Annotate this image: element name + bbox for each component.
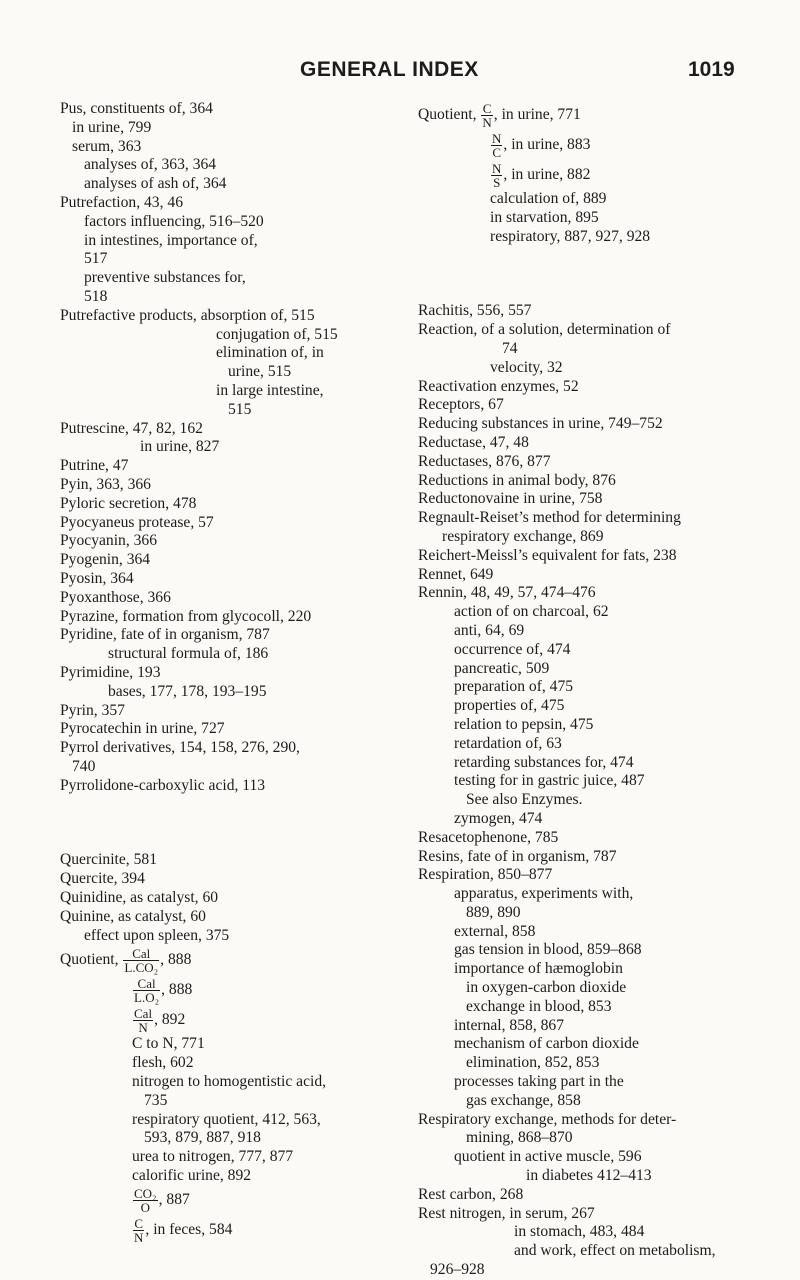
index-subentry: in starvation, 895: [490, 208, 599, 226]
index-subentry: pancreatic, 509: [454, 659, 550, 677]
index-subentry: in intestines, importance of,: [84, 231, 258, 249]
index-entry: Regnault-Reiset’s method for determining: [418, 509, 681, 527]
index-subentry: internal, 858, 867: [454, 1016, 565, 1034]
index-subentry: exchange in blood, 853: [466, 997, 612, 1015]
fraction: [491, 162, 502, 189]
entry-pages: , in feces, 584: [145, 1221, 233, 1239]
fraction-denominator: N: [138, 1019, 148, 1035]
index-entry: Reductions in animal body, 876: [418, 471, 616, 489]
fraction-denominator: S: [493, 174, 501, 190]
index-entry: Pyoxanthose, 366: [60, 588, 171, 606]
index-entry: Pyocyaneus protease, 57: [60, 513, 214, 531]
index-subentry-fraction: [60, 1216, 395, 1246]
index-subentry: apparatus, experiments with,: [454, 885, 634, 903]
index-entry: Reaction, of a solution, determination of: [418, 321, 671, 339]
index-subentry: preparation of, 475: [454, 678, 574, 696]
index-subentry: zymogen, 474: [454, 809, 543, 827]
page-number: 1019: [688, 58, 735, 81]
index-subentry: 517: [84, 250, 108, 268]
fraction-denominator: L.O₂: [134, 989, 160, 1005]
index-subentry: nitrogen to homogentistic acid,: [132, 1073, 327, 1091]
fraction-denominator: N: [482, 114, 492, 130]
index-subentry: urine, 515: [228, 363, 292, 381]
entry-pages: , in urine, 883: [503, 135, 591, 153]
index-subentry: serum, 363: [72, 137, 142, 155]
index-subentry: factors influencing, 516–520: [84, 212, 264, 230]
entry-pages: , 888: [161, 981, 193, 999]
index-entry: Resacetophenone, 785: [418, 828, 559, 846]
index-subentry: flesh, 602: [132, 1054, 194, 1072]
fraction-denominator: N: [134, 1230, 144, 1246]
entry-label: Quotient,: [418, 105, 481, 123]
index-entry: Reductases, 876, 877: [418, 452, 551, 470]
entry-label: Quotient,: [60, 951, 123, 969]
index-subentry: external, 858: [454, 922, 536, 940]
index-entry: Rachitis, 556, 557: [418, 302, 532, 320]
fraction-denominator: L.CO₂: [124, 959, 159, 975]
fraction-numerator: N: [492, 160, 502, 176]
index-subentry: analyses of, 363, 364: [84, 156, 217, 174]
index-subentry: anti, 64, 69: [454, 621, 525, 639]
index-subentry: preventive substances for,: [84, 269, 246, 287]
index-subentry: 926–928: [430, 1261, 485, 1279]
index-entry: Reductase, 47, 48: [418, 433, 529, 451]
fraction: [133, 977, 160, 1004]
index-subentry: 515: [228, 400, 252, 418]
fraction: [481, 102, 492, 129]
index-entry: Pyridine, fate of in organism, 787: [60, 626, 270, 644]
index-entry: Putrescine, 47, 82, 162: [60, 419, 203, 437]
fraction-numerator: Cal: [134, 1005, 153, 1021]
fraction-numerator: CO₂: [134, 1186, 157, 1202]
index-subentry: C to N, 771: [132, 1035, 205, 1053]
index-subentry: calculation of, 889: [490, 190, 607, 207]
index-entry: Reichert-Meissl’s equivalent for fats, 238: [418, 546, 677, 564]
index-entry: Pyloric secretion, 478: [60, 494, 197, 512]
index-entry: Pyrrolidone-carboxylic acid, 113: [60, 776, 266, 794]
index-subentry-fraction: [60, 975, 395, 1005]
entry-pages: , in urine, 771: [493, 105, 581, 123]
index-subentry: 740: [72, 757, 96, 775]
index-subentry: in large intestine,: [216, 381, 324, 399]
entry-pages: , 892: [154, 1011, 186, 1029]
page-title: GENERAL INDEX: [300, 58, 479, 81]
fraction-denominator: O: [140, 1200, 150, 1216]
index-subentry: 74: [502, 339, 518, 357]
index-subentry: respiratory, 887, 927, 928: [490, 227, 651, 245]
index-entry-quotient: [418, 100, 763, 130]
index-subentry: elimination, 852, 853: [466, 1054, 600, 1072]
index-subentry: retardation of, 63: [454, 734, 562, 752]
index-entry: Reductonovaine in urine, 758: [418, 490, 603, 508]
index-subentry-fraction: [60, 1005, 395, 1035]
index-subentry: effect upon spleen, 375: [84, 926, 230, 944]
index-subentry: mechanism of carbon dioxide: [454, 1035, 639, 1053]
index-cross-reference: See also Enzymes.: [466, 791, 583, 809]
index-entry: Reactivation enzymes, 52: [418, 377, 579, 395]
left-column: [60, 100, 395, 1246]
fraction-numerator: C: [134, 1216, 144, 1232]
index-subentry: gas exchange, 858: [466, 1091, 581, 1109]
entry-pages: , 887: [158, 1191, 190, 1209]
index-subentry: structural formula of, 186: [108, 645, 269, 663]
index-entry: Reducing substances in urine, 749–752: [418, 415, 663, 433]
index-entry: Pyin, 363, 366: [60, 475, 151, 493]
fraction: [133, 1187, 158, 1214]
index-entry: Resins, fate of in organism, 787: [418, 847, 617, 865]
index-subentry-fraction: [418, 130, 763, 160]
index-entry: Pus, constituents of, 364: [60, 100, 213, 117]
index-subentry: elimination of, in: [216, 344, 324, 362]
fraction-numerator: Cal: [133, 977, 160, 991]
index-entry: Rennin, 48, 49, 57, 474–476: [418, 584, 596, 602]
entry-pages: , in urine, 882: [503, 165, 591, 183]
index-subentry: in oxygen-carbon dioxide: [466, 979, 627, 997]
index-subentry: respiratory quotient, 412, 563,: [132, 1110, 321, 1128]
index-subentry: bases, 177, 178, 193–195: [108, 682, 267, 700]
index-entry: Quercite, 394: [60, 870, 145, 888]
index-entry: Respiration, 850–877: [418, 866, 553, 884]
index-entry: Respiratory exchange, methods for deter-: [418, 1110, 677, 1128]
index-entry: Receptors, 67: [418, 396, 504, 414]
index-entry: Pyrimidine, 193: [60, 663, 161, 681]
index-subentry: 735: [144, 1091, 168, 1109]
index-entry: Quinine, as catalyst, 60: [60, 907, 206, 925]
fraction-numerator: N: [492, 130, 502, 146]
index-subentry: importance of hæmoglobin: [454, 960, 623, 978]
page-header: [0, 58, 800, 88]
index-entry: Putrefactive products, absorption of, 515: [60, 306, 315, 324]
index-subentry: conjugation of, 515: [216, 325, 338, 343]
index-subentry: mining, 868–870: [466, 1129, 573, 1147]
index-entry-quotient: [60, 945, 395, 975]
index-subentry: calorific urine, 892: [132, 1167, 252, 1185]
index-subentry: retarding substances for, 474: [454, 753, 634, 771]
index-entry: Rest carbon, 268: [418, 1185, 524, 1203]
index-subentry: velocity, 32: [490, 358, 563, 376]
index-subentry: quotient in active muscle, 596: [454, 1148, 642, 1166]
index-entry: Pyrocatechin in urine, 727: [60, 720, 225, 738]
index-entry: Rennet, 649: [418, 565, 494, 583]
index-subentry: relation to pepsin, 475: [454, 715, 594, 733]
index-subentry: in urine, 827: [140, 438, 220, 456]
index-subentry: analyses of ash of, 364: [84, 175, 227, 193]
index-entry: Putrefaction, 43, 46: [60, 193, 183, 211]
index-entry: Quinidine, as catalyst, 60: [60, 889, 219, 907]
index-entry: Rest nitrogen, in serum, 267: [418, 1204, 595, 1222]
fraction-numerator: C: [482, 100, 492, 116]
index-entry: Pyocyanin, 366: [60, 532, 158, 550]
fraction-denominator: C: [492, 144, 502, 160]
fraction-numerator: Cal: [123, 947, 159, 961]
index-entry: Pyogenin, 364: [60, 551, 151, 569]
index-subentry: properties of, 475: [454, 697, 565, 715]
index-subentry: respiratory exchange, 869: [442, 527, 604, 545]
index-subentry: action of on charcoal, 62: [454, 603, 609, 621]
index-subentry: 889, 890: [466, 903, 521, 921]
index-subentry: processes taking part in the: [454, 1073, 624, 1091]
index-entry: Quercinite, 581: [60, 851, 157, 869]
index-entry: Pyosin, 364: [60, 569, 134, 587]
index-entry: Pyrin, 357: [60, 701, 125, 719]
index-subentry: 518: [84, 287, 108, 305]
index-entry: Putrine, 47: [60, 457, 129, 475]
index-entry: Pyrazine, formation from glycocoll, 220: [60, 607, 312, 625]
index-entry: Pyrrol derivatives, 154, 158, 276, 290,: [60, 739, 300, 757]
fraction: [123, 947, 159, 974]
index-subentry: urea to nitrogen, 777, 877: [132, 1148, 294, 1166]
index-subentry: and work, effect on metabolism,: [514, 1242, 716, 1260]
index-subentry: gas tension in blood, 859–868: [454, 941, 642, 959]
index-subentry: in stomach, 483, 484: [514, 1223, 645, 1241]
entry-pages: , 888: [160, 951, 192, 969]
fraction: [491, 132, 502, 159]
fraction: [133, 1217, 144, 1244]
index-subentry: testing for in gastric juice, 487: [454, 772, 645, 790]
index-subentry-fraction: [418, 160, 763, 190]
index-subentry-fraction: [60, 1186, 395, 1216]
fraction: [133, 1007, 153, 1034]
index-subentry: in diabetes 412–413: [526, 1167, 652, 1185]
index-subentry: 593, 879, 887, 918: [144, 1129, 261, 1147]
right-column: [418, 100, 763, 1280]
index-subentry: in urine, 799: [72, 118, 152, 136]
index-subentry: occurrence of, 474: [454, 640, 571, 658]
